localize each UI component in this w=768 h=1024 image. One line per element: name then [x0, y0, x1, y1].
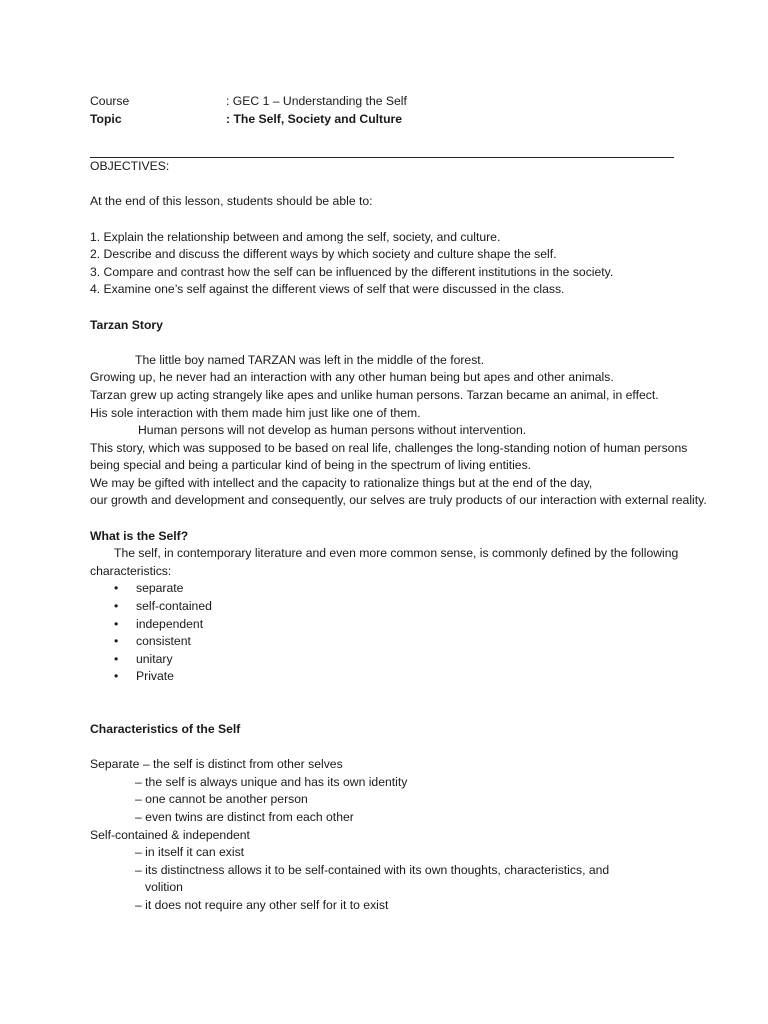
objective-item-2: 2. Describe and discuss the different ways by which society and culture shape the self.: [90, 247, 557, 262]
bullet-icon: •: [114, 651, 119, 666]
tarzan-line-1: The little boy named TARZAN was left in the middle of the forest.: [135, 352, 485, 367]
tarzan-heading: Tarzan Story: [90, 317, 163, 332]
separate-item-1: – the self is always unique and has its own identity: [135, 774, 408, 789]
document-page: [90, 93, 720, 915]
characteristics-heading: Characteristics of the Self: [90, 722, 241, 736]
tarzan-line-8: our growth and development and consequently, our selves are truly products of our interaction with external reality.: [90, 493, 707, 508]
course-value: : GEC 1 – Understanding the Self: [226, 94, 407, 108]
topic-row: [90, 111, 720, 129]
self-characteristics-list: [90, 580, 720, 686]
list-item: • unitary: [114, 651, 720, 669]
self-contained-item-2: – its distinctness allows it to be self-contained with its own thoughts, characteristics, and: [135, 862, 610, 877]
tarzan-line-6: This story, which was supposed to be based on real life, challenges the long-standing notion of human persons being special and being a particular kind of being in the spectrum of living entities.: [90, 440, 688, 473]
separate-title: Separate – the self is distinct from other selves: [90, 757, 343, 772]
bullet-icon: •: [114, 669, 119, 684]
what-is-self-heading: What is the Self?: [90, 528, 189, 543]
tarzan-line-7: We may be gifted with intellect and the capacity to rationalize things but at the end of the day,: [90, 475, 593, 490]
objective-item-1: 1. Explain the relationship between and among the self, society, and culture.: [90, 229, 501, 244]
objectives-intro: At the end of this lesson, students should be able to:: [90, 194, 373, 209]
topic-label: Topic: [90, 111, 122, 126]
self-contained-item-2-cont: volition: [145, 880, 183, 895]
topic-value: : The Self, Society and Culture: [226, 111, 403, 126]
bullet-icon: •: [114, 616, 119, 631]
list-item: • self-contained: [114, 598, 720, 616]
tarzan-line-4: His sole interaction with them made him just like one of them.: [90, 405, 421, 420]
course-label: Course: [90, 94, 130, 108]
list-item: • independent: [114, 616, 720, 634]
bullet-icon: •: [114, 581, 119, 596]
course-row: [90, 93, 720, 111]
list-item: • separate: [114, 580, 720, 598]
objective-item-3: 3. Compare and contrast how the self can be influenced by the different institutions in the society.: [90, 264, 614, 279]
what-is-self-text: The self, in contemporary literature and even more common sense, is commonly defined by the following characteristics:: [90, 546, 679, 578]
self-contained-item-1: – in itself it can exist: [135, 845, 245, 860]
self-contained-title: Self-contained & independent: [90, 827, 250, 842]
tarzan-line-5: Human persons will not develop as human persons without intervention.: [138, 423, 527, 438]
bullet-icon: •: [114, 634, 119, 649]
divider-line: [90, 144, 674, 158]
objectives-heading: OBJECTIVES:: [90, 159, 170, 174]
tarzan-line-2: Growing up, he never had an interaction with any other human being but apes and other animals.: [90, 370, 614, 385]
list-item: • consistent: [114, 633, 720, 651]
self-contained-item-3: – it does not require any other self for it to exist: [135, 897, 389, 912]
bullet-icon: •: [114, 599, 119, 614]
objective-item-4: 4. Examine one’s self against the different views of self that were discussed in the class.: [90, 282, 565, 297]
tarzan-line-3: Tarzan grew up acting strangely like apes and unlike human persons. Tarzan became an animal, in effect.: [90, 387, 659, 402]
separate-item-3: – even twins are distinct from each other: [135, 809, 354, 824]
list-item: • Private: [114, 668, 720, 686]
separate-item-2: – one cannot be another person: [135, 792, 308, 807]
